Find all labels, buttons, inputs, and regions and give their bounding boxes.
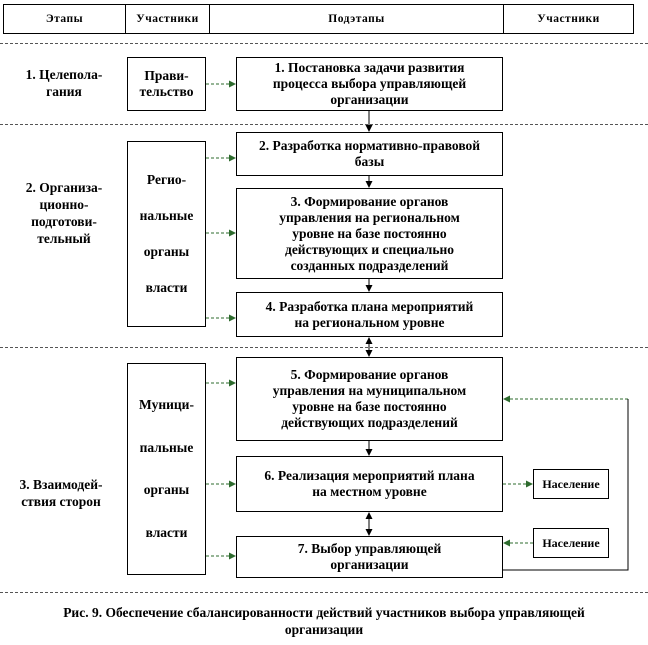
header-participants-right-label: Участники: [537, 13, 600, 25]
header-participants-left-label: Участники: [136, 13, 199, 25]
feedback-line-from-substage-7: [503, 399, 628, 570]
population-2-label: Население: [542, 536, 600, 550]
participant-municipal-line-4: власти: [145, 524, 188, 540]
population-1-label: Население: [542, 477, 600, 491]
substage-3-label: 3. Формирование органов управления на региональном уровне на базе постоянно действующих и специально созданных подразделений: [279, 193, 460, 273]
header-stages-label: Этапы: [45, 13, 84, 25]
substage-7-label: 7. Выбор управляющей организации: [297, 541, 442, 572]
participant-municipal-line-1: Муници-: [139, 397, 194, 413]
substage-4-label: 4. Разработка плана мероприятий на региональном уровне: [265, 298, 474, 330]
participant-government-label: Прави- тельство: [139, 68, 194, 99]
participant-municipal-line-2: пальные: [139, 439, 194, 455]
substage-1-label: 1. Постановка задачи развития процесса выбора управляющей организации: [272, 60, 467, 107]
stage-2-label: 2. Организа- ционно- подготови- тельный: [25, 180, 103, 246]
participant-regional-line-1: Регио-: [146, 172, 187, 187]
header-substages-label: Подэтапы: [328, 13, 385, 25]
participant-regional-line-3: органы: [143, 244, 190, 259]
figure-caption: Рис. 9. Обеспечение сбалансированности действий участников выбора управляющей организации: [63, 605, 585, 637]
substage-2-label: 2. Разработка нормативно-правовой базы: [258, 138, 481, 169]
participant-municipal-line-3: органы: [143, 482, 190, 498]
substage-6-label: 6. Реализация мероприятий плана на местном уровне: [264, 468, 475, 499]
substage-5-label: 5. Формирование органов управления на муниципальном уровне на базе постоянно действующих подразделений: [272, 367, 467, 430]
participant-regional-line-2: нальные: [139, 208, 194, 223]
participant-regional-line-4: власти: [145, 280, 188, 295]
stage-3-label: 3. Взаимодей- ствия сторон: [19, 477, 103, 509]
stage-1-label: 1. Целепола- гания: [25, 67, 103, 99]
